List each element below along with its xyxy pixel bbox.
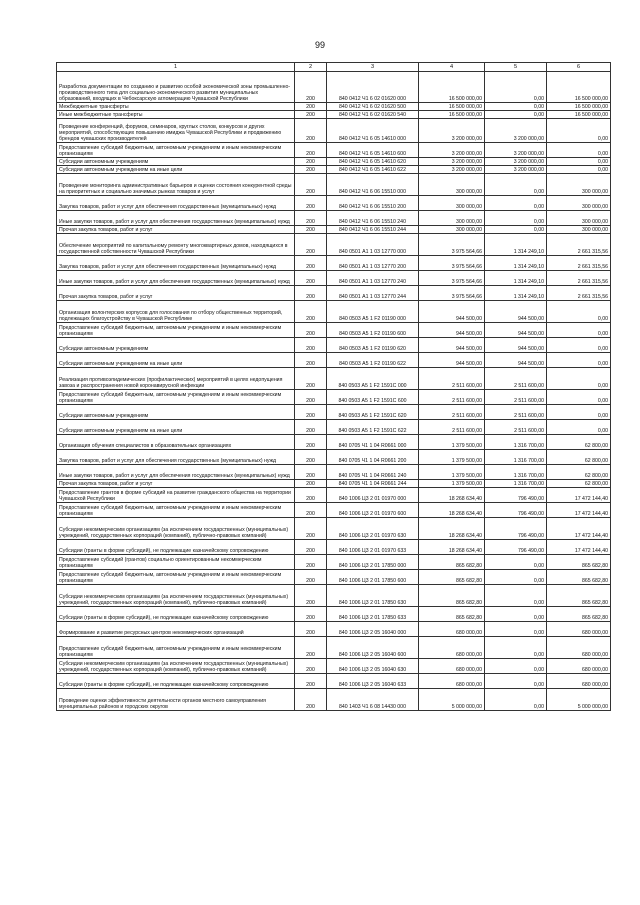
table-cell: 16 500 000,00 [547,111,611,119]
table-cell: Прочая закупка товаров, работ и услуг [57,226,295,234]
table-cell: 840 0705 Ч1 1 04 R0661 200 [327,450,419,465]
table-cell: 1 379 500,00 [419,480,485,488]
table-cell: Организация обучения специалистов в образовательных организациях [57,435,295,450]
table-cell: 200 [295,353,327,368]
table-cell: 2 661 315,56 [547,256,611,271]
table-cell: 1 314 249,10 [485,286,547,301]
table-cell: 0,00 [485,555,547,570]
table-cell: 0,00 [485,103,547,111]
table-cell: Субсидии (гранты в форме субсидий), не подлежащие казначейскому сопровождению [57,540,295,555]
table-cell: Субсидии некоммерческим организациям (за исключением государственных (муниципальных) учреждений, государственных корпораций (компаний), публично-правовых компаний) [57,659,295,674]
table-cell: 300 000,00 [547,211,611,226]
table-cell: 840 0503 А5 1 F2 1591C 600 [327,390,419,405]
table-cell: 300 000,00 [419,211,485,226]
table-cell: 200 [295,119,327,143]
table-cell: 840 0503 А5 1 F2 1591C 622 [327,420,419,435]
table-cell: 0,00 [485,689,547,711]
column-header: 4 [419,63,485,72]
table-cell: 200 [295,420,327,435]
table-cell: 0,00 [547,338,611,353]
table-cell: 0,00 [485,570,547,585]
table-row [57,166,611,174]
table-cell: 840 0412 Ч1 6 02 01620 500 [327,103,419,111]
table-cell: Субсидии автономным учреждениям [57,338,295,353]
table-cell: Предоставление субсидий бюджетным, автономным учреждениям и иным некоммерческим организациям [57,143,295,158]
table-cell: 3 975 564,66 [419,234,485,256]
table-row [57,390,611,405]
table-cell: 1 316 700,00 [485,450,547,465]
table-header-row [57,63,611,72]
table-cell: 840 1006 Ц3 2 01 17850 630 [327,585,419,607]
table-row [57,555,611,570]
table-cell: 840 0412 Ч1 6 05 14610 620 [327,158,419,166]
table-cell: 796 490,00 [485,488,547,503]
table-cell: 17 472 144,40 [547,540,611,555]
table-cell: 840 1006 Ц3 2 01 17850 600 [327,570,419,585]
table-cell: 680 000,00 [419,674,485,689]
table-cell: 840 0705 Ч1 1 04 R0661 240 [327,465,419,480]
table-cell: 0,00 [485,226,547,234]
table-cell: 840 0503 А5 1 F2 01190 000 [327,301,419,323]
table-row [57,503,611,518]
table-cell: Проведение оценки эффективности деятельности органов местного самоуправления муниципальных районов и городских округов [57,689,295,711]
table-cell: 944 500,00 [419,301,485,323]
table-row [57,450,611,465]
table-cell: 840 1006 Ц3 2 05 16040 633 [327,674,419,689]
table-cell: 3 975 564,66 [419,286,485,301]
table-cell: 2 661 315,56 [547,271,611,286]
table-cell: 0,00 [547,323,611,338]
table-cell: 680 000,00 [547,637,611,659]
table-cell: 200 [295,323,327,338]
table-cell: 200 [295,465,327,480]
table-cell: Предоставление грантов в форме субсидий на развитие гражданского общества на территории Чувашской Республики [57,488,295,503]
table-cell: 840 1006 Ц3 2 01 01970 000 [327,488,419,503]
table-cell: 865 682,80 [419,585,485,607]
table-cell: 2 511 600,00 [419,368,485,390]
table-cell: 680 000,00 [547,622,611,637]
table-row [57,271,611,286]
table-cell: 680 000,00 [547,659,611,674]
table-cell: 200 [295,607,327,622]
table-cell: 0,00 [547,158,611,166]
table-cell: 200 [295,503,327,518]
table-cell: 680 000,00 [419,637,485,659]
page-number: 99 [314,40,325,50]
table-row [57,405,611,420]
table-cell: 944 500,00 [485,338,547,353]
table-cell: 3 200 000,00 [419,166,485,174]
table-cell: Субсидии автономным учреждениям [57,158,295,166]
table-row [57,622,611,637]
table-row [57,518,611,540]
table-cell: 62 800,00 [547,480,611,488]
table-cell: 2 511 600,00 [419,390,485,405]
table-cell: 0,00 [485,607,547,622]
table-cell: 840 0412 Ч1 6 05 14610 000 [327,119,419,143]
table-cell: Предоставление субсидий бюджетным, автономным учреждениям и иным некоммерческим организациям [57,570,295,585]
table-cell: 944 500,00 [419,323,485,338]
table-row [57,480,611,488]
table-row [57,368,611,390]
table-cell: Проведение конференций, форумов, семинаров, круглых столов, конкурсов и других мероприятий, способствующих повышению имиджа Чувашской Республики и продвижению брендов чувашских производителей [57,119,295,143]
table-cell: 62 800,00 [547,465,611,480]
table-cell: 840 0705 Ч1 1 04 R0661 000 [327,435,419,450]
table-cell: 200 [295,143,327,158]
table-cell: 200 [295,405,327,420]
table-cell: 865 682,80 [419,607,485,622]
table-cell: Разработка документации по созданию и развитию особой экономической зоны промышленно-производственного типа для социально-экономического развития муниципальных образований, входящих в Чебоксарскую агломерацию Чувашской Республики [57,72,295,103]
table-row [57,540,611,555]
table-cell: 2 661 315,56 [547,234,611,256]
table-cell: 200 [295,540,327,555]
table-cell: 62 800,00 [547,450,611,465]
table-cell: 840 0412 Ч1 6 06 15510 200 [327,196,419,211]
table-row [57,353,611,368]
table-cell: 200 [295,368,327,390]
table-row [57,158,611,166]
table-cell: 200 [295,659,327,674]
table-cell: 5 000 000,00 [419,689,485,711]
table-cell: Закупка товаров, работ и услуг для обеспечения государственных (муниципальных) нужд [57,450,295,465]
table-cell: 200 [295,211,327,226]
table-cell: 200 [295,234,327,256]
table-cell: Обеспечение мероприятий по капитальному ремонту многоквартирных домов, находящихся в государственной собственности Чувашской Республики [57,234,295,256]
table-cell: 300 000,00 [547,196,611,211]
table-cell: Субсидии некоммерческим организациям (за исключением государственных (муниципальных) учреждений, государственных корпораций (компаний), публично-правовых компаний) [57,585,295,607]
table-cell: 0,00 [485,111,547,119]
table-cell: Проведение мониторинга административных барьеров и оценки состояния конкурентной среды на приоритетных и социально значимых рынках товаров и услуг [57,174,295,196]
table-cell: 3 200 000,00 [419,119,485,143]
table-cell: Предоставление субсидий бюджетным, автономным учреждениям и иным некоммерческим организациям [57,390,295,405]
table-cell: 0,00 [485,622,547,637]
table-cell: 680 000,00 [419,659,485,674]
table-row [57,674,611,689]
table-cell: 865 682,80 [419,570,485,585]
table-cell: 5 000 000,00 [547,689,611,711]
table-cell: 3 200 000,00 [485,143,547,158]
table-cell: 2 511 600,00 [485,390,547,405]
table-row [57,174,611,196]
table-cell: 16 500 000,00 [547,103,611,111]
table-cell: 944 500,00 [419,353,485,368]
table-cell: 1 379 500,00 [419,435,485,450]
table-cell: 2 511 600,00 [419,405,485,420]
table-cell: 0,00 [547,420,611,435]
table-cell: Иные межбюджетные трансферты [57,111,295,119]
table-cell: 840 0503 А5 1 F2 1591C 000 [327,368,419,390]
table-cell: 840 1006 Ц3 2 05 16040 600 [327,637,419,659]
table-cell: 0,00 [547,368,611,390]
table-cell: 0,00 [485,174,547,196]
table-cell: 1 314 249,10 [485,271,547,286]
table-cell: 18 268 634,40 [419,503,485,518]
table-cell: 200 [295,72,327,103]
table-cell: 944 500,00 [485,323,547,338]
table-row [57,659,611,674]
table-cell: 200 [295,570,327,585]
table-cell: 840 1006 Ц3 2 05 16040 630 [327,659,419,674]
table-cell: 16 500 000,00 [419,111,485,119]
table-cell: 62 800,00 [547,435,611,450]
table-cell: Межбюджетные трансферты [57,103,295,111]
table-row [57,607,611,622]
table-cell: 200 [295,226,327,234]
table-row [57,211,611,226]
table-cell: 200 [295,689,327,711]
table-cell: 1 314 249,10 [485,256,547,271]
table-cell: 200 [295,338,327,353]
table-cell: 1 314 249,10 [485,234,547,256]
column-header: 5 [485,63,547,72]
table-cell: 796 490,00 [485,518,547,540]
table-cell: 200 [295,585,327,607]
table-cell: 1 379 500,00 [419,450,485,465]
table-cell: 865 682,80 [547,555,611,570]
table-cell: 840 0412 Ч1 6 02 01620 540 [327,111,419,119]
table-cell: 2 661 315,56 [547,286,611,301]
table-cell: 0,00 [485,585,547,607]
table-row [57,196,611,211]
table-cell: 200 [295,622,327,637]
table-cell: 200 [295,158,327,166]
table-row [57,143,611,158]
table-cell: 300 000,00 [419,196,485,211]
table-cell: 840 0503 А5 1 F2 01190 600 [327,323,419,338]
table-row [57,286,611,301]
table-row [57,72,611,103]
table-cell: Организация волонтерских корпусов для голосования по отбору общественных территорий, подлежащих благоустройству в Чувашской Республике [57,301,295,323]
table-cell: 840 0501 А1 1 03 12770 200 [327,256,419,271]
table-cell: 840 1006 Ц3 2 05 16040 000 [327,622,419,637]
table-cell: 1 379 500,00 [419,465,485,480]
table-cell: 200 [295,271,327,286]
table-cell: 840 1006 Ц3 2 01 01970 633 [327,540,419,555]
table-cell: 17 472 144,40 [547,503,611,518]
table-cell: 0,00 [547,119,611,143]
table-cell: 0,00 [547,405,611,420]
table-row [57,103,611,111]
table-cell: 944 500,00 [419,338,485,353]
table-cell: Формирование и развитие ресурсных центров некоммерческих организаций [57,622,295,637]
table-cell: Субсидии некоммерческим организациям (за исключением государственных (муниципальных) учреждений, государственных корпораций (компаний), публично-правовых компаний) [57,518,295,540]
table-cell: 1 316 700,00 [485,435,547,450]
column-header: 2 [295,63,327,72]
table-cell: 840 0501 А1 1 03 12770 000 [327,234,419,256]
column-header: 1 [57,63,295,72]
table-cell: 2 511 600,00 [485,420,547,435]
column-header: 3 [327,63,419,72]
table-cell: 840 0412 Ч1 6 05 14610 600 [327,143,419,158]
table-row [57,585,611,607]
table-cell: 16 500 000,00 [419,72,485,103]
table-cell: Субсидии (гранты в форме субсидий), не подлежащие казначейскому сопровождению [57,674,295,689]
table-cell: 0,00 [485,72,547,103]
table-cell: Предоставление субсидий бюджетным, автономным учреждениям и иным некоммерческим организациям [57,503,295,518]
table-cell: 1 316 700,00 [485,480,547,488]
table-cell: 18 268 634,40 [419,488,485,503]
table-cell: Реализация противоэпидемических (профилактических) мероприятий в целях недопущения завоза и распространения новой коронавирусной инфекции [57,368,295,390]
table-cell: 840 0412 Ч1 6 05 14610 622 [327,166,419,174]
table-cell: 3 200 000,00 [485,158,547,166]
table-cell: 200 [295,196,327,211]
table-cell: 0,00 [485,659,547,674]
table-cell: 300 000,00 [419,174,485,196]
table-cell: 200 [295,166,327,174]
table-cell: 300 000,00 [419,226,485,234]
table-cell: 840 1006 Ц3 2 01 01970 630 [327,518,419,540]
table-row [57,119,611,143]
table-cell: 300 000,00 [547,226,611,234]
table-cell: 200 [295,435,327,450]
column-header: 6 [547,63,611,72]
table-cell: 300 000,00 [547,174,611,196]
table-cell: 200 [295,450,327,465]
table-cell: 840 0503 А5 1 F2 01190 620 [327,338,419,353]
table-cell: Субсидии автономным учреждениям на иные цели [57,353,295,368]
table-cell: 200 [295,555,327,570]
table-cell: Субсидии автономным учреждениям [57,405,295,420]
table-cell: 865 682,80 [547,585,611,607]
table-cell: 17 472 144,40 [547,518,611,540]
table-row [57,323,611,338]
table-cell: 3 200 000,00 [485,119,547,143]
table-cell: 0,00 [547,301,611,323]
table-row [57,570,611,585]
table-cell: 840 1006 Ц3 2 01 17850 633 [327,607,419,622]
table-cell: 3 200 000,00 [485,166,547,174]
table-cell: 200 [295,111,327,119]
table-cell: 2 511 600,00 [485,405,547,420]
table-cell: 2 511 600,00 [485,368,547,390]
table-cell: 200 [295,174,327,196]
table-row [57,465,611,480]
table-cell: 200 [295,256,327,271]
table-cell: 17 472 144,40 [547,488,611,503]
table-cell: Закупка товаров, работ и услуг для обеспечения государственных (муниципальных) нужд [57,196,295,211]
table-cell: 865 682,80 [547,570,611,585]
table-cell: 840 0501 А1 1 03 12770 244 [327,286,419,301]
table-cell: 0,00 [547,143,611,158]
table-cell: 200 [295,103,327,111]
table-cell: 840 1006 Ц3 2 01 17850 000 [327,555,419,570]
table-cell: 840 0412 Ч1 6 06 15510 000 [327,174,419,196]
table-row [57,420,611,435]
table-cell: Субсидии автономным учреждениям на иные цели [57,420,295,435]
table-cell: 0,00 [547,353,611,368]
table-cell: 840 0412 Ч1 6 02 01620 000 [327,72,419,103]
table-row [57,637,611,659]
table-cell: 840 0503 А5 1 F2 01190 622 [327,353,419,368]
table-cell: Иные закупки товаров, работ и услуг для обеспечения государственных (муниципальных) нужд [57,271,295,286]
table-cell: 200 [295,390,327,405]
table-cell: Субсидии (гранты в форме субсидий), не подлежащие казначейскому сопровождению [57,607,295,622]
budget-table [56,62,611,711]
table-cell: 200 [295,480,327,488]
table-cell: 3 200 000,00 [419,158,485,166]
table-cell: 0,00 [485,196,547,211]
table-cell: 944 500,00 [485,301,547,323]
table-cell: 18 268 634,40 [419,540,485,555]
table-cell: 796 490,00 [485,540,547,555]
table-cell: 3 975 564,66 [419,256,485,271]
table-cell: 840 0705 Ч1 1 04 R0661 244 [327,480,419,488]
table-cell: 200 [295,286,327,301]
table-cell: Субсидии автономным учреждениям на иные цели [57,166,295,174]
table-cell: 0,00 [547,166,611,174]
table-cell: 200 [295,488,327,503]
table-row [57,234,611,256]
table-cell: 840 1006 Ц3 2 01 01970 600 [327,503,419,518]
table-row [57,689,611,711]
table-cell: Закупка товаров, работ и услуг для обеспечения государственных (муниципальных) нужд [57,256,295,271]
table-row [57,338,611,353]
table-cell: 200 [295,301,327,323]
table-row [57,111,611,119]
table-cell: 796 490,00 [485,503,547,518]
table-cell: 200 [295,518,327,540]
table-cell: Предоставление субсидий (грантов) социально ориентированным некоммерческим организациям [57,555,295,570]
table-cell: 680 000,00 [419,622,485,637]
table-cell: 0,00 [485,637,547,659]
table-cell: 0,00 [485,674,547,689]
table-row [57,226,611,234]
table-cell: 840 0412 Ч1 6 06 15510 244 [327,226,419,234]
table-cell: 3 975 564,66 [419,271,485,286]
table-cell: 18 268 634,40 [419,518,485,540]
table-cell: 16 500 000,00 [419,103,485,111]
table-cell: Прочая закупка товаров, работ и услуг [57,286,295,301]
table-cell: Иные закупки товаров, работ и услуг для обеспечения государственных (муниципальных) нужд [57,465,295,480]
table-row [57,301,611,323]
table-cell: 840 1403 Ч1 6 08 14430 000 [327,689,419,711]
table-cell: 200 [295,674,327,689]
table-cell: 3 200 000,00 [419,143,485,158]
table-cell: 1 316 700,00 [485,465,547,480]
table-cell: 840 0503 А5 1 F2 1591C 620 [327,405,419,420]
table-cell: Предоставление субсидий бюджетным, автономным учреждениям и иным некоммерческим организациям [57,637,295,659]
table-cell: 865 682,80 [419,555,485,570]
table-body [57,72,611,711]
table-cell: Иные закупки товаров, работ и услуг для обеспечения государственных (муниципальных) нужд [57,211,295,226]
table-cell: 2 511 600,00 [419,420,485,435]
table-cell: Прочая закупка товаров, работ и услуг [57,480,295,488]
table-cell: Предоставление субсидий бюджетным, автономным учреждениям и иным некоммерческим организациям [57,323,295,338]
table-row [57,435,611,450]
table-cell: 680 000,00 [547,674,611,689]
table-row [57,256,611,271]
table-cell: 200 [295,637,327,659]
table-cell: 865 682,80 [547,607,611,622]
table-cell: 0,00 [485,211,547,226]
table-cell: 944 500,00 [485,353,547,368]
table-cell: 840 0412 Ч1 6 06 15510 240 [327,211,419,226]
table-cell: 840 0501 А1 1 03 12770 240 [327,271,419,286]
table-row [57,488,611,503]
table-cell: 0,00 [547,390,611,405]
table-cell: 16 500 000,00 [547,72,611,103]
